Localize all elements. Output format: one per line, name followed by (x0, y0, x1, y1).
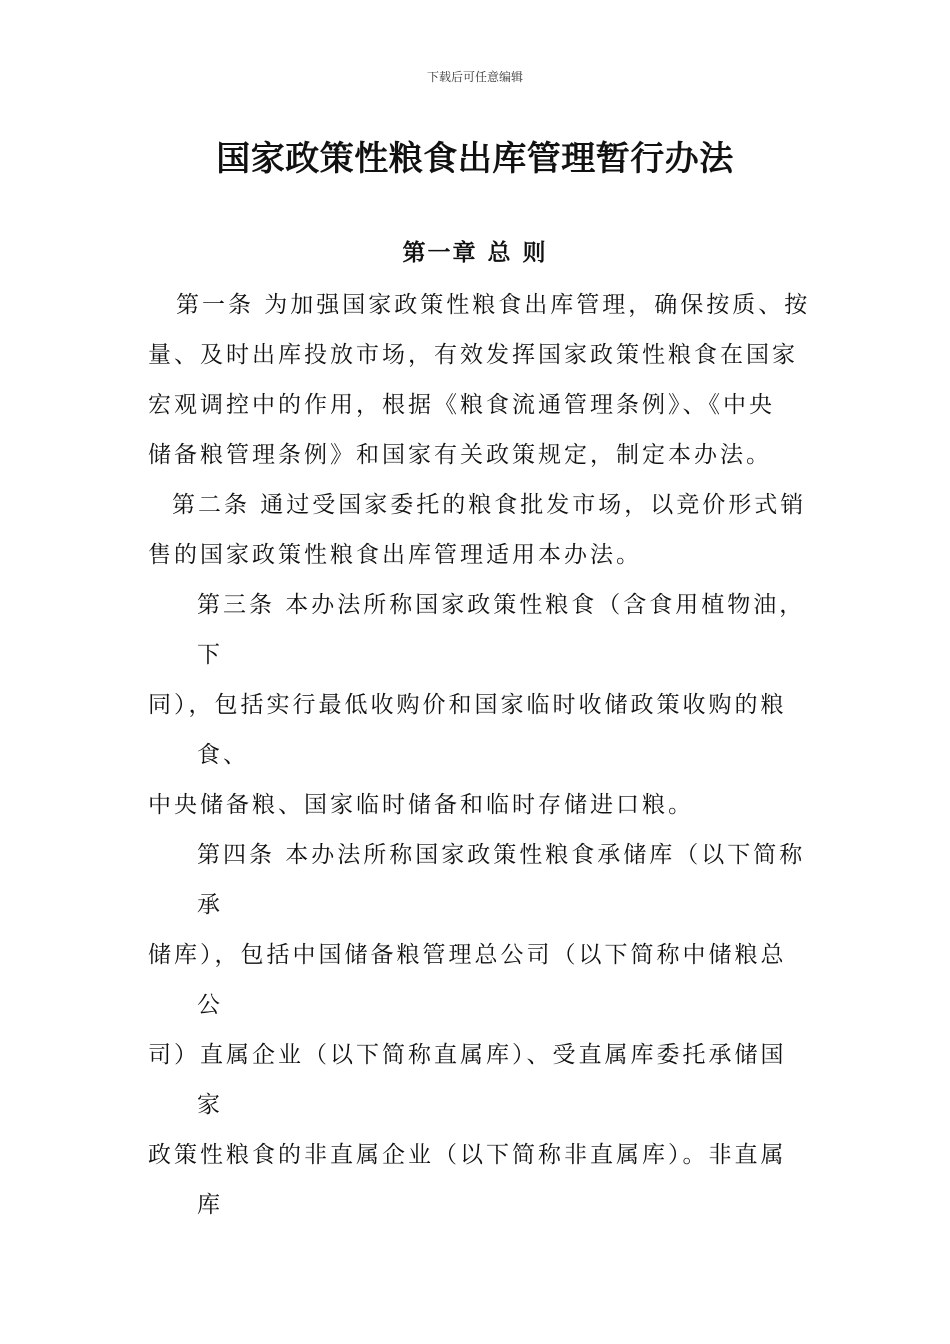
text-line: 政策性粮食的非直属企业（以下简称非直属库）。非直属 (148, 1142, 787, 1168)
text-line: 第四条 本办法所称国家政策性粮食承储库（以下简称 (197, 842, 806, 868)
text-line: 第二条 通过受国家委托的粮食批发市场，以竞价形式销 (172, 492, 807, 518)
text-line: 下 (197, 642, 223, 668)
text-line: 量、及时出库投放市场，有效发挥国家政策性粮食在国家 (148, 342, 798, 368)
text-line: 储库），包括中国储备粮管理总公司（以下简称中储粮总 (148, 942, 787, 968)
text-line: 储备粮管理条例》和国家有关政策规定，制定本办法。 (148, 442, 772, 468)
text-line: 同），包括实行最低收购价和国家临时收储政策收购的粮 (148, 692, 787, 718)
text-line: 公 (197, 992, 223, 1018)
text-line: 第一条 为加强国家政策性粮食出库管理，确保按质、按 (176, 292, 811, 318)
text-line: 司）直属企业（以下简称直属库）、受直属库委托承储国 (148, 1042, 787, 1068)
chapter-heading: 第一章 总 则 (402, 239, 548, 266)
text-line: 家 (197, 1092, 223, 1118)
text-line: 售的国家政策性粮食出库管理适用本办法。 (148, 542, 642, 568)
page-header-note: 下载后可任意编辑 (426, 70, 523, 84)
document-title: 国家政策性粮食出库管理暂行办法 (216, 139, 734, 179)
text-line: 中央储备粮、国家临时储备和临时存储进口粮。 (148, 792, 694, 818)
text-line: 第三条 本办法所称国家政策性粮食（含食用植物油， (197, 592, 806, 618)
text-line: 承 (197, 892, 223, 918)
text-line: 库 (197, 1192, 223, 1218)
text-line: 宏观调控中的作用，根据《粮食流通管理条例》、《中央 (148, 392, 775, 418)
text-line: 食、 (197, 742, 249, 768)
